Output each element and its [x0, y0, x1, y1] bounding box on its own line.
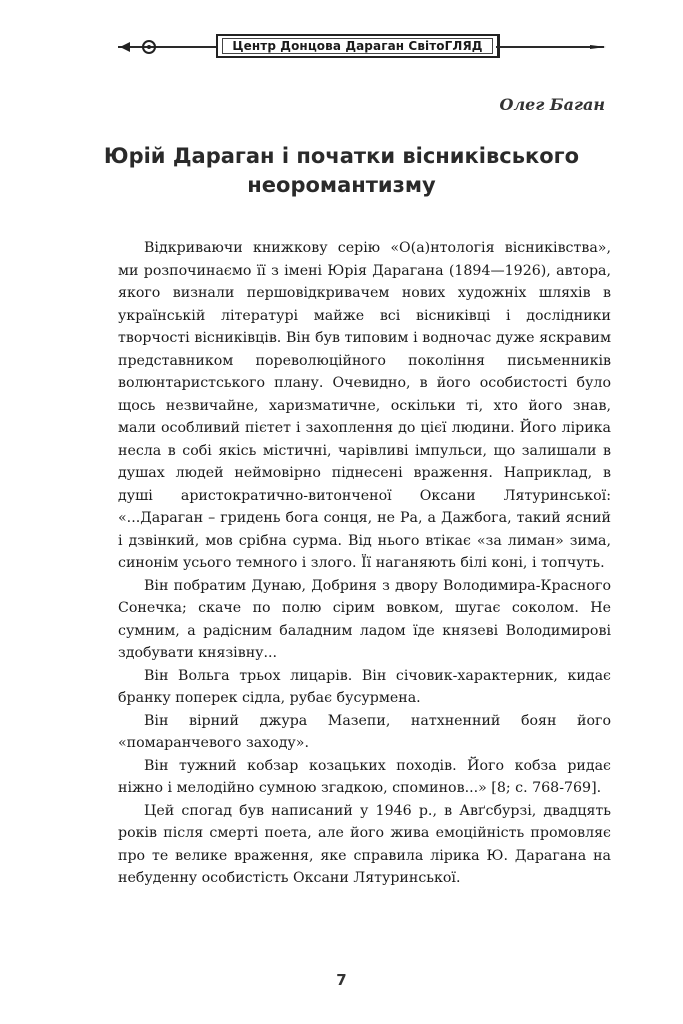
running-header [118, 34, 604, 60]
sword-pommel-icon [118, 38, 132, 56]
sword-tip-icon [590, 38, 606, 56]
page-number: 7 [336, 971, 347, 989]
paragraph: Він Вольга трьох лицарів. Він січовик-характерник, кидає бранку поперек сідла, рубає бусурмена. [118, 667, 611, 706]
paragraph: Він вірний джура Мазепи, натхненний боян його «помаранчевого заходу». [118, 712, 611, 751]
sword-hilt-icon [140, 38, 158, 56]
article-author: Олег Баган [499, 95, 605, 114]
sword-blade-right [496, 46, 604, 48]
article-body [118, 237, 611, 890]
paragraph: Він побратим Дунаю, Добриня з двору Володимира-Красного Сонечка; скаче по полю сірим вовком, шугає соколом. Не сумним, а радісним баладним ладом їде князеві Володимирові здобувати князівну... [118, 577, 611, 661]
paragraph: Відкриваючи книжкову серію «О(а)нтологія вісниківства», ми розпочинаємо її з імені Юрія Дарагана (1894—1926), автора, якого визнали першовідкривачем нових художніх шляхів в українській літературі майже всі вісниківці і дослідники творчості вісниківців. Він був типовим і водночас дуже яскравим представником пореволюційного покоління письменників волюнтаристського плану. Очевидно, в його особистості було щось незвичайне, харизматичне, оскільки ті, хто його знав, мали особливий пієтет і захоплення до цієї людини. Його лірика несла в собі якісь містичні, чарівливі імпульси, що залишали в душах людей неймовірно піднесені враження. Наприклад, в душі аристократично-витонченої Оксани Лятуринської: «...Дараган – гридень бога сонця, не Ра, а Дажбога, такий ясний і дзвінкий, мов срібна сурма. Від нього втікає «за лиман» зима, синонім усього темного і злого. Її наганяють білі коні, і топчуть. [118, 240, 611, 571]
article-title-line-2: неоромантизму [247, 173, 436, 197]
article-title-line-1: Юрій Дараган і початки вісниківського [103, 144, 580, 168]
paragraph: Він тужний кобзар козацьких походів. Його кобза ридає ніжно і мелодійно сумною згадкою, споминов...» [8; с. 768-769]. [118, 757, 611, 796]
paragraph: Цей спогад був написаний у 1946 р., в Авґсбурзі, двадцять років після смерті поета, але його жива емоційність промовляє про те велике враження, яке справила лірика Ю. Дарагана на небуденну особистість Оксани Лятуринської. [118, 802, 611, 886]
header-title-box [216, 34, 500, 58]
sword-blade-left [118, 46, 220, 48]
article-title [80, 142, 603, 200]
header-title: Центр Донцова Дараган СвітоГЛЯД [232, 39, 483, 53]
